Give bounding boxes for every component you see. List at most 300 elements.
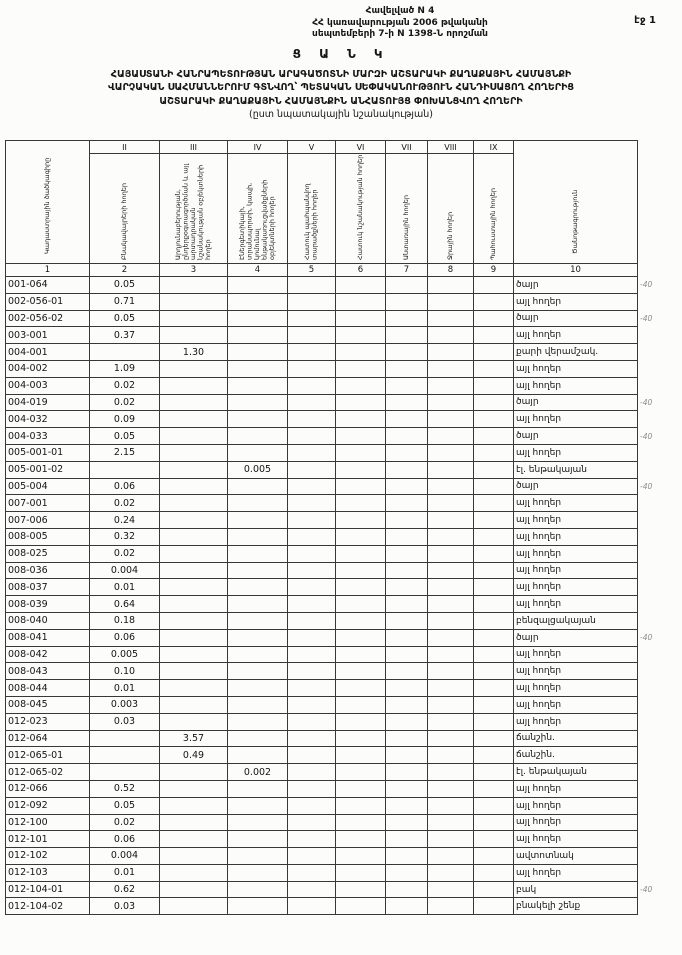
area-value-cell	[160, 696, 228, 713]
margin-spacer	[638, 264, 656, 277]
area-value-cell	[474, 562, 514, 579]
code-cell: 004-033	[6, 428, 90, 445]
area-value-cell	[336, 444, 386, 461]
margin-mark: -40	[640, 313, 653, 323]
code-cell: 012-104-01	[6, 881, 90, 898]
area-value-cell	[288, 444, 336, 461]
area-value-cell	[428, 629, 474, 646]
area-value-cell	[160, 680, 228, 697]
area-value-cell	[428, 394, 474, 411]
area-value-cell	[428, 579, 474, 596]
note-cell: քարի վերամշակ.	[514, 344, 638, 361]
note-cell: այլ հողեր	[514, 579, 638, 596]
margin-mark	[638, 848, 656, 865]
area-value-cell	[428, 562, 474, 579]
margin-mark	[638, 864, 656, 881]
area-value-cell	[228, 730, 288, 747]
code-cell: 001-064	[6, 277, 90, 294]
appendix-title: Հավելված N 4	[365, 6, 435, 16]
area-value-cell	[160, 881, 228, 898]
col-num-2: 2	[90, 264, 160, 277]
area-value-cell: 0.02	[90, 814, 160, 831]
area-value-cell	[228, 428, 288, 445]
code-cell: 004-002	[6, 360, 90, 377]
table-row	[6, 528, 656, 545]
area-value-cell	[386, 310, 428, 327]
note-cell: այլ հողեր	[514, 360, 638, 377]
area-value-cell	[336, 596, 386, 613]
roman-III: III	[160, 141, 228, 154]
col-num-6: 6	[336, 264, 386, 277]
note-cell: այլ հողեր	[514, 696, 638, 713]
roman-VI: VI	[336, 141, 386, 154]
table-row	[6, 495, 656, 512]
note-cell: էլ. ենթակայան	[514, 764, 638, 781]
code-cell: 012-066	[6, 780, 90, 797]
area-value-cell	[160, 713, 228, 730]
area-value-cell	[428, 612, 474, 629]
area-value-cell	[336, 310, 386, 327]
table-row	[6, 780, 656, 797]
area-value-cell	[474, 881, 514, 898]
margin-mark	[638, 596, 656, 613]
note-cell: ծայր	[514, 394, 638, 411]
area-value-cell	[428, 730, 474, 747]
area-value-cell	[160, 512, 228, 529]
area-value-cell	[428, 545, 474, 562]
margin-mark	[638, 293, 656, 310]
area-value-cell	[428, 512, 474, 529]
area-value-cell	[474, 327, 514, 344]
area-value-cell	[474, 277, 514, 294]
area-value-cell	[228, 814, 288, 831]
area-value-cell	[336, 461, 386, 478]
col-num-4: 4	[228, 264, 288, 277]
code-cell: 008-042	[6, 646, 90, 663]
note-cell: այլ հողեր	[514, 293, 638, 310]
area-value-cell	[474, 394, 514, 411]
area-value-cell	[474, 444, 514, 461]
table-row	[6, 461, 656, 478]
area-value-cell	[288, 797, 336, 814]
note-cell: բնակելի շենք	[514, 898, 638, 915]
area-value-cell	[336, 696, 386, 713]
area-value-cell	[428, 444, 474, 461]
area-value-cell	[474, 730, 514, 747]
area-value-cell	[336, 394, 386, 411]
area-value-cell	[160, 562, 228, 579]
area-value-cell	[428, 428, 474, 445]
area-value-cell	[474, 797, 514, 814]
area-value-cell	[336, 277, 386, 294]
code-cell: 012-102	[6, 848, 90, 865]
area-value-cell	[228, 444, 288, 461]
area-value-cell	[288, 663, 336, 680]
area-value-cell	[288, 478, 336, 495]
area-value-cell: 0.05	[90, 310, 160, 327]
area-value-cell	[386, 596, 428, 613]
area-value-cell	[386, 797, 428, 814]
col-header-settlement: Բնակավայրերի հողեր	[90, 154, 160, 264]
land-table	[5, 140, 656, 915]
area-value-cell: 0.18	[90, 612, 160, 629]
table-row	[6, 730, 656, 747]
area-value-cell	[228, 277, 288, 294]
area-value-cell	[474, 293, 514, 310]
area-value-cell	[428, 310, 474, 327]
area-value-cell	[228, 831, 288, 848]
table-row	[6, 344, 656, 361]
area-value-cell	[474, 780, 514, 797]
area-value-cell	[336, 562, 386, 579]
area-value-cell	[428, 360, 474, 377]
area-value-cell: 0.10	[90, 663, 160, 680]
area-value-cell	[228, 612, 288, 629]
area-value-cell	[474, 528, 514, 545]
area-value-cell: 0.01	[90, 579, 160, 596]
code-cell: 008-041	[6, 629, 90, 646]
area-value-cell	[386, 898, 428, 915]
area-value-cell	[386, 545, 428, 562]
margin-mark	[638, 377, 656, 394]
area-value-cell	[288, 562, 336, 579]
note-cell: այլ հողեր	[514, 663, 638, 680]
area-value-cell	[288, 461, 336, 478]
table-row	[6, 327, 656, 344]
area-value-cell	[288, 898, 336, 915]
area-value-cell: 0.003	[90, 696, 160, 713]
area-value-cell	[228, 864, 288, 881]
area-value-cell: 0.005	[228, 461, 288, 478]
area-value-cell	[386, 864, 428, 881]
area-value-cell	[160, 646, 228, 663]
area-value-cell: 0.05	[90, 428, 160, 445]
note-cell: այլ հողեր	[514, 495, 638, 512]
area-value-cell	[474, 864, 514, 881]
area-value-cell	[228, 713, 288, 730]
area-value-cell	[228, 293, 288, 310]
margin-mark	[638, 495, 656, 512]
area-value-cell	[228, 478, 288, 495]
col-header-protected: Հատուկ պահպանվող տարածքների հողեր	[288, 154, 336, 264]
area-value-cell: 0.06	[90, 629, 160, 646]
area-value-cell	[228, 747, 288, 764]
document-title: Ց Ա Ն Կ	[292, 47, 390, 61]
area-value-cell	[428, 528, 474, 545]
area-value-cell: 1.30	[160, 344, 228, 361]
area-value-cell: 0.01	[90, 864, 160, 881]
area-value-cell	[386, 764, 428, 781]
area-value-cell: 0.06	[90, 478, 160, 495]
area-value-cell: 2.15	[90, 444, 160, 461]
margin-mark	[638, 444, 656, 461]
col-num-8: 8	[428, 264, 474, 277]
area-value-cell	[288, 428, 336, 445]
note-cell: այլ հողեր	[514, 797, 638, 814]
area-value-cell	[336, 780, 386, 797]
area-value-cell	[288, 612, 336, 629]
area-value-cell	[288, 596, 336, 613]
area-value-cell	[288, 831, 336, 848]
area-value-cell	[428, 344, 474, 361]
area-value-cell	[386, 780, 428, 797]
note-cell: ճանշին.	[514, 747, 638, 764]
area-value-cell	[428, 848, 474, 865]
area-value-cell	[288, 579, 336, 596]
page-number: էջ 1	[634, 15, 656, 26]
area-value-cell	[428, 747, 474, 764]
area-value-cell	[160, 394, 228, 411]
area-value-cell	[288, 646, 336, 663]
code-cell: 008-037	[6, 579, 90, 596]
area-value-cell	[386, 713, 428, 730]
area-value-cell	[228, 646, 288, 663]
margin-mark: -40	[640, 431, 653, 441]
area-value-cell	[428, 277, 474, 294]
area-value-cell	[428, 780, 474, 797]
area-value-cell: 1.09	[90, 360, 160, 377]
note-cell: այլ հողեր	[514, 680, 638, 697]
area-value-cell	[386, 831, 428, 848]
area-value-cell	[386, 327, 428, 344]
area-value-cell	[386, 814, 428, 831]
table-row	[6, 512, 656, 529]
table-row	[6, 277, 656, 294]
area-value-cell	[474, 461, 514, 478]
code-cell: 008-045	[6, 696, 90, 713]
subtitle-line1: ՀԱՅԱՍՏԱՆԻ ՀԱՆՐԱՊԵՏՈՒԹՅԱՆ ԱՐԱԳԱԾՈՏՆԻ ՄԱՐԶԻ ԱՇՏԱՐԱԿԻ ՔԱՂԱՔԱՅԻՆ ՀԱՄԱՅՆՔԻ	[110, 69, 572, 80]
area-value-cell: 0.05	[90, 277, 160, 294]
area-value-cell	[288, 730, 336, 747]
area-value-cell	[160, 461, 228, 478]
note-cell: բակ	[514, 881, 638, 898]
area-value-cell	[160, 864, 228, 881]
table-row	[6, 596, 656, 613]
subtitle-line2: ՎԱՐՉԱԿԱՆ ՍԱՀՄԱՆՆԵՐՈՒՄ ԳՏՆՎՈՂ՝ ՊԵՏԱԿԱՆ ՍԵՓԱԿԱՆՈՒԹՅՈՒՆ ՀԱՆԴԻՍԱՑՈՂ ՀՈՂԵՐԻՑ	[107, 82, 575, 94]
subtitle-line3: ԱՇՏԱՐԱԿԻ ՔԱՂԱՔԱՅԻՆ ՀԱՄԱՅՆՔԻՆ ԱՆՀԱՏՈՒՅՑ ՓՈԽԱՆՑՎՈՂ ՀՈՂԵՐԻ	[159, 95, 523, 107]
area-value-cell: 0.02	[90, 377, 160, 394]
table-row	[6, 680, 656, 697]
area-value-cell	[428, 646, 474, 663]
area-value-cell	[336, 646, 386, 663]
margin-mark	[638, 360, 656, 377]
area-value-cell: 0.24	[90, 512, 160, 529]
area-value-cell	[474, 612, 514, 629]
area-value-cell	[288, 528, 336, 545]
table-row	[6, 797, 656, 814]
area-value-cell: 0.005	[90, 646, 160, 663]
area-value-cell	[474, 629, 514, 646]
code-cell: 008-005	[6, 528, 90, 545]
area-value-cell	[428, 898, 474, 915]
area-value-cell	[428, 478, 474, 495]
area-value-cell	[228, 579, 288, 596]
code-cell: 012-104-02	[6, 898, 90, 915]
area-value-cell	[336, 864, 386, 881]
note-cell: այլ հողեր	[514, 831, 638, 848]
area-value-cell	[228, 596, 288, 613]
margin-mark	[638, 680, 656, 697]
area-value-cell	[228, 562, 288, 579]
code-cell: 005-004	[6, 478, 90, 495]
margin-mark	[638, 461, 656, 478]
area-value-cell	[228, 377, 288, 394]
note-cell: ծայր	[514, 277, 638, 294]
margin-mark	[638, 528, 656, 545]
code-cell: 004-019	[6, 394, 90, 411]
area-value-cell	[386, 680, 428, 697]
margin-mark	[638, 411, 656, 428]
table-row	[6, 562, 656, 579]
area-value-cell: 0.62	[90, 881, 160, 898]
margin-mark	[638, 562, 656, 579]
area-value-cell	[228, 797, 288, 814]
area-value-cell	[288, 747, 336, 764]
area-value-cell	[474, 596, 514, 613]
area-value-cell: 0.02	[90, 545, 160, 562]
table-row	[6, 713, 656, 730]
area-value-cell	[288, 814, 336, 831]
area-value-cell	[228, 394, 288, 411]
table-row	[6, 696, 656, 713]
table-header	[6, 141, 656, 277]
table-row	[6, 394, 656, 411]
margin-mark	[638, 797, 656, 814]
area-value-cell	[474, 680, 514, 697]
area-value-cell	[90, 747, 160, 764]
table-row	[6, 612, 656, 629]
area-value-cell	[336, 411, 386, 428]
table-body	[6, 277, 656, 915]
area-value-cell	[428, 461, 474, 478]
col-header-water: Ջրային հողեր	[428, 154, 474, 264]
note-cell: այլ հողեր	[514, 512, 638, 529]
col-header-forest: Անտառային հողեր	[386, 154, 428, 264]
subtitle-line4: (ըստ նպատակային նշանակության)	[249, 108, 433, 120]
area-value-cell	[386, 646, 428, 663]
area-value-cell	[386, 293, 428, 310]
margin-mark	[638, 545, 656, 562]
area-value-cell	[228, 360, 288, 377]
margin-mark	[638, 344, 656, 361]
col-header-reserve: Պահուստային հողեր	[474, 154, 514, 264]
area-value-cell	[90, 730, 160, 747]
area-value-cell	[160, 428, 228, 445]
area-value-cell	[160, 579, 228, 596]
area-value-cell	[288, 780, 336, 797]
area-value-cell	[386, 663, 428, 680]
table-row	[6, 764, 656, 781]
col-num-1: 1	[6, 264, 90, 277]
table-row	[6, 646, 656, 663]
area-value-cell	[288, 629, 336, 646]
area-value-cell	[160, 411, 228, 428]
area-value-cell	[288, 344, 336, 361]
area-value-cell	[160, 293, 228, 310]
col-num-5: 5	[288, 264, 336, 277]
area-value-cell	[160, 545, 228, 562]
area-value-cell	[386, 428, 428, 445]
table-row	[6, 444, 656, 461]
area-value-cell	[228, 898, 288, 915]
area-value-cell	[336, 512, 386, 529]
note-cell: այլ հողեր	[514, 864, 638, 881]
area-value-cell	[474, 478, 514, 495]
margin-mark	[638, 512, 656, 529]
code-cell: 004-032	[6, 411, 90, 428]
table-row	[6, 864, 656, 881]
area-value-cell: 0.004	[90, 848, 160, 865]
margin-mark	[638, 327, 656, 344]
note-cell: այլ հողեր	[514, 545, 638, 562]
note-cell: այլ հողեր	[514, 327, 638, 344]
area-value-cell: 0.32	[90, 528, 160, 545]
area-value-cell	[474, 663, 514, 680]
area-value-cell	[474, 764, 514, 781]
area-value-cell	[288, 864, 336, 881]
table-row	[6, 881, 656, 898]
area-value-cell	[386, 881, 428, 898]
area-value-cell	[288, 545, 336, 562]
area-value-cell	[428, 377, 474, 394]
area-value-cell	[336, 478, 386, 495]
area-value-cell	[386, 360, 428, 377]
area-value-cell	[160, 898, 228, 915]
area-value-cell	[336, 680, 386, 697]
area-value-cell: 0.05	[90, 797, 160, 814]
col-header-code: Կադաստրային ծածկագիրը	[6, 141, 90, 264]
area-value-cell	[160, 495, 228, 512]
table-row	[6, 814, 656, 831]
note-cell: այլ հողեր	[514, 646, 638, 663]
table-row	[6, 411, 656, 428]
code-cell: 012-064	[6, 730, 90, 747]
area-value-cell	[428, 596, 474, 613]
note-cell: ավտոտնակ	[514, 848, 638, 865]
area-value-cell	[474, 579, 514, 596]
area-value-cell: 0.01	[90, 680, 160, 697]
area-value-cell	[336, 764, 386, 781]
col-header-industrial: Արդյունաբերության, ընդերքօգտագործման և այլ արտադրական նշանակության օբյեկտների հողեր	[160, 154, 228, 264]
area-value-cell	[386, 629, 428, 646]
table-row	[6, 579, 656, 596]
area-value-cell	[336, 881, 386, 898]
note-cell: այլ հողեր	[514, 562, 638, 579]
area-value-cell	[228, 344, 288, 361]
area-value-cell	[428, 713, 474, 730]
margin-mark: -40	[640, 633, 653, 643]
area-value-cell	[336, 377, 386, 394]
area-value-cell	[474, 512, 514, 529]
area-value-cell	[386, 478, 428, 495]
note-cell: այլ հողեր	[514, 444, 638, 461]
area-value-cell	[474, 360, 514, 377]
area-value-cell	[288, 764, 336, 781]
area-value-cell	[386, 747, 428, 764]
margin-mark	[638, 764, 656, 781]
table-row	[6, 629, 656, 646]
margin-mark: -40	[640, 481, 653, 491]
area-value-cell	[288, 277, 336, 294]
document-subtitle	[0, 68, 682, 121]
code-cell: 012-103	[6, 864, 90, 881]
area-value-cell	[336, 898, 386, 915]
area-value-cell	[288, 310, 336, 327]
code-cell: 008-036	[6, 562, 90, 579]
area-value-cell: 0.02	[90, 394, 160, 411]
area-value-cell	[288, 394, 336, 411]
area-value-cell	[386, 528, 428, 545]
